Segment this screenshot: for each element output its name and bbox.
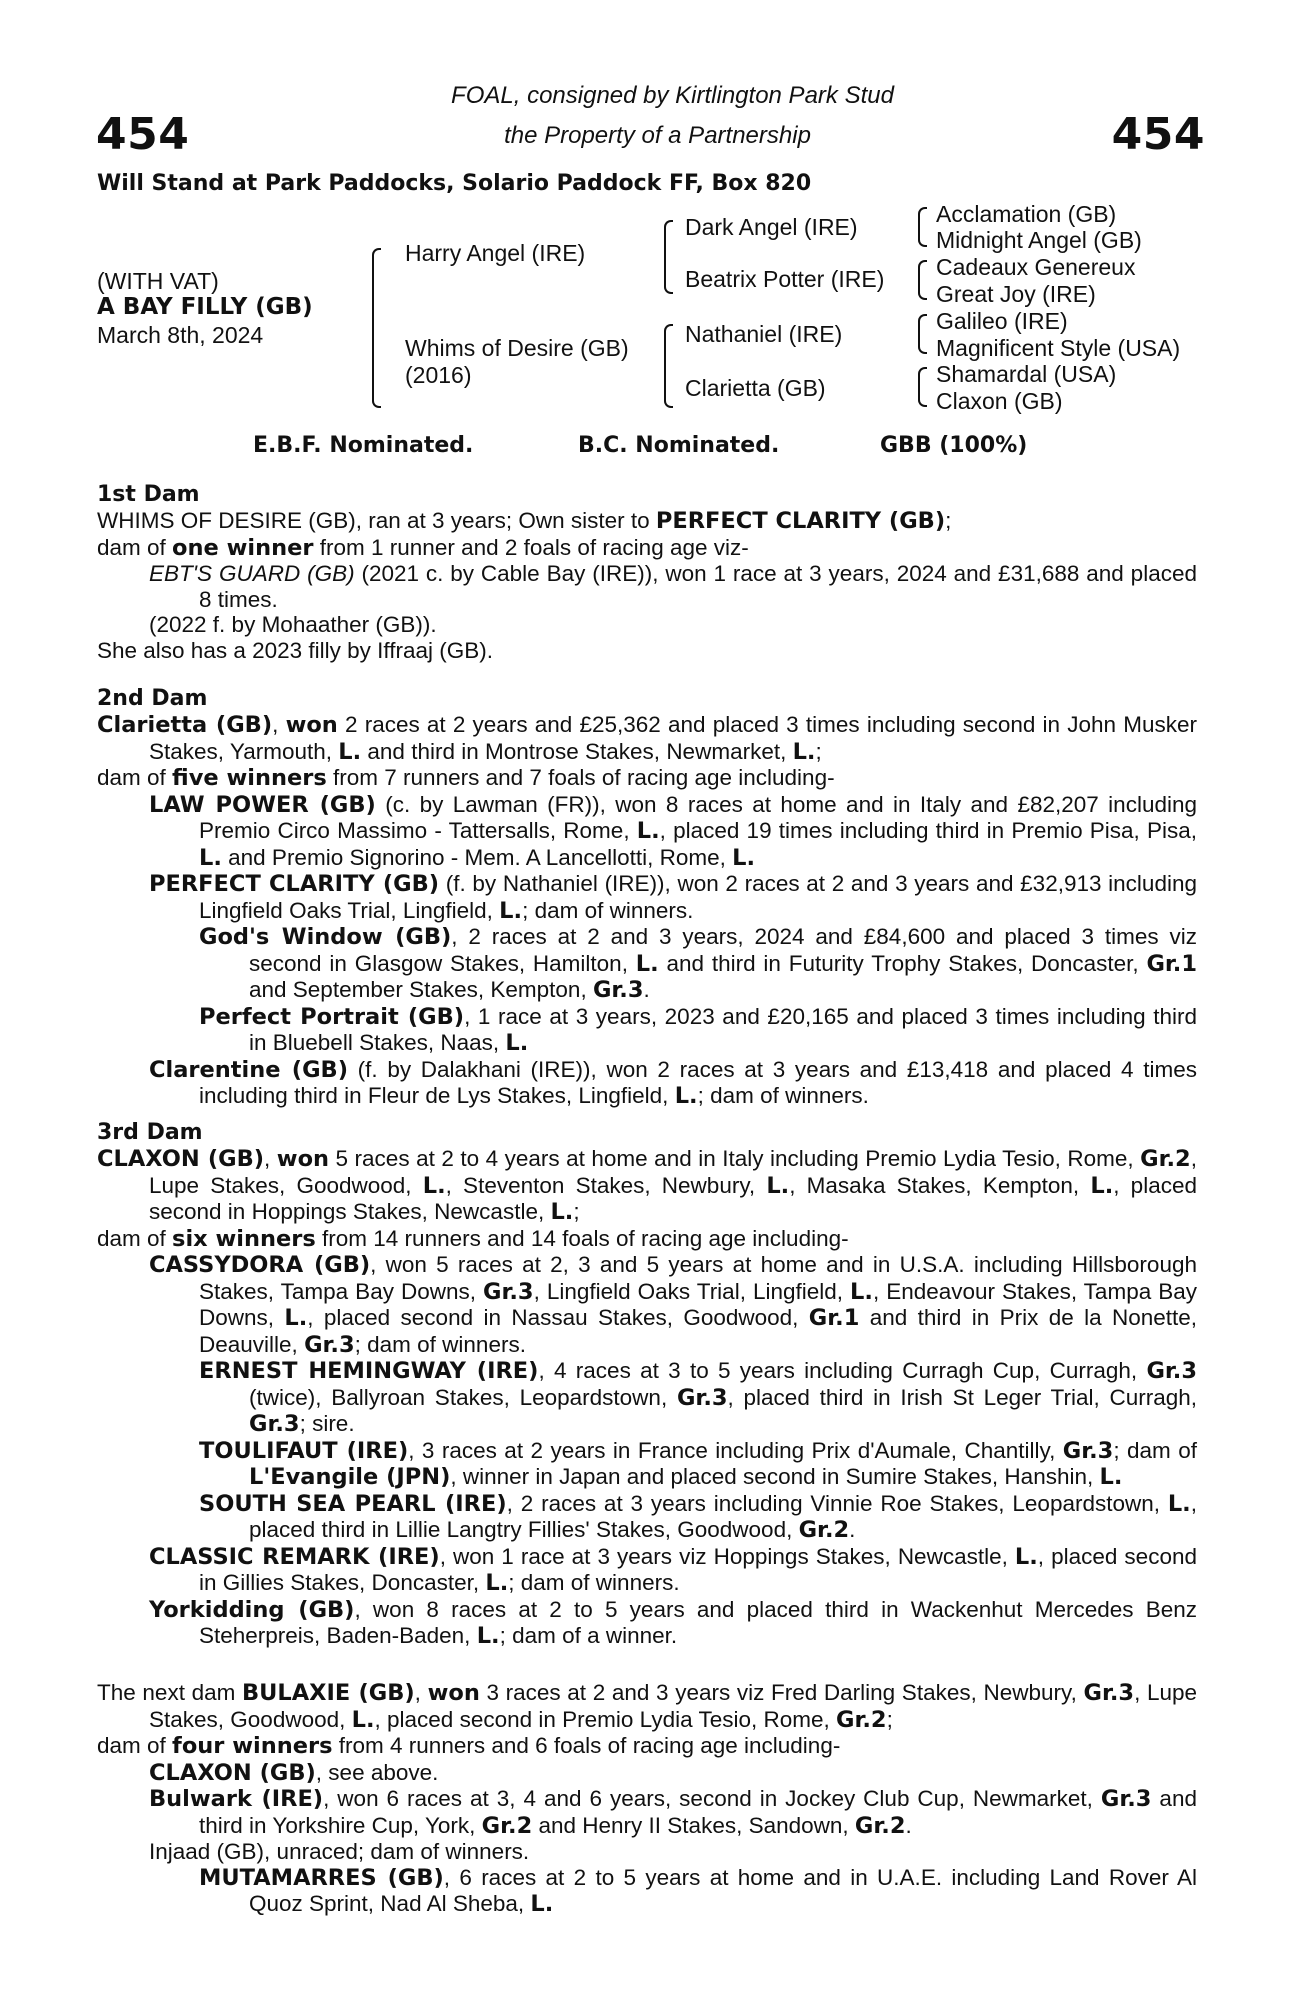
lot-number-right: 454 <box>1111 109 1205 160</box>
dam-line-brace <box>664 324 673 408</box>
sire-sire: Dark Angel (IRE) <box>685 214 858 240</box>
dam-year: (2016) <box>405 362 472 388</box>
third-dam-section <box>97 1120 1197 1650</box>
produce-entry: CLASSIC REMARK (IRE), won 1 race at 3 years viz Hoppings Stakes, Newcastle, L., placed second in Gillies Stakes, Doncaster, L.; dam of winners. <box>149 1543 1197 1596</box>
produce-entry: LAW POWER (GB) (c. by Lawman (FR)), won 8 races at home and in Italy and £82,207 including Premio Circo Massimo - Tattersalls, Rome, L., placed 19 times including third in Premio Pisa, Pisa, L. and Premio Signorino - Mem. A Lancellotti, Rome, L. <box>149 791 1197 871</box>
dam-sire: Nathaniel (IRE) <box>685 321 843 347</box>
produce-entry: (2022 f. by Mohaather (GB)). <box>149 612 437 637</box>
section-title: 1st Dam <box>97 482 200 507</box>
produce-entry: Clarentine (GB) (f. by Dalakhani (IRE)), won 2 races at 3 years and £13,418 and placed 4 times including third in Fleur de Lys Stakes, Lingfield, L.; dam of winners. <box>149 1056 1198 1109</box>
produce-summary: dam of six winners from 14 runners and 14 foals of racing age including- <box>97 1225 849 1252</box>
ds-dam: Magnificent Style (USA) <box>936 335 1181 361</box>
gbb-status: GBB (100%) <box>880 433 1028 458</box>
pedigree-brace <box>372 248 381 408</box>
second-dam-section <box>97 686 1197 1110</box>
consignor-line: FOAL, consigned by Kirtlington Park Stud <box>451 82 894 109</box>
dam-name: Whims of Desire (GB) <box>405 335 629 361</box>
produce-entry: Injaad (GB), unraced; dam of winners. <box>149 1839 530 1864</box>
fourth-dam-section <box>97 1680 1197 1918</box>
produce-entry: SOUTH SEA PEARL (IRE), 2 races at 3 years including Vinnie Roe Stakes, Leopardstown, L., placed third in Lillie Langtry Fillies' Stakes, Goodwood, Gr.2. <box>199 1490 1197 1543</box>
produce-summary: dam of one winner from 1 runner and 2 foals of racing age viz- <box>97 534 749 561</box>
produce-entry: PERFECT CLARITY (GB) (f. by Nathaniel (IRE)), won 2 races at 2 and 3 years and £32,913 including Lingfield Oaks Trial, Lingfield, L.; dam of winners. <box>149 871 1197 924</box>
produce-entry: MUTAMARRES (GB), 6 races at 2 to 5 years at home and in U.A.E. including Land Rover Al Quoz Sprint, Nad Al Sheba, L. <box>199 1864 1197 1917</box>
foaling-date: March 8th, 2024 <box>97 322 264 348</box>
dam-dam: Clarietta (GB) <box>685 375 826 401</box>
produce-entry: EBT'S GUARD (GB) (2021 c. by Cable Bay (IRE)), won 1 race at 3 years, 2024 and £31,688 and placed 8 times. <box>149 561 1197 612</box>
property-line: the Property of a Partnership <box>504 122 811 149</box>
dam-summary: The next dam BULAXIE (GB), won 3 races at 2 and 3 years viz Fred Darling Stakes, Newbury, Gr.3, Lupe Stakes, Goodwood, L., placed second in Premio Lydia Tesio, Rome, Gr.2; <box>97 1680 1198 1733</box>
produce-entry: Bulwark (IRE), won 6 races at 3, 4 and 6 years, second in Jockey Club Cup, Newmarket, Gr.3 and third in Yorkshire Cup, York, Gr.2 and Henry II Stakes, Sandown, Gr.2. <box>149 1786 1197 1839</box>
bc-nomination: B.C. Nominated. <box>578 433 780 458</box>
produce-entry: Perfect Portrait (GB), 1 race at 3 years, 2023 and £20,165 and placed 3 times including third in Bluebell Stakes, Naas, L. <box>199 1003 1197 1056</box>
produce-entry: ERNEST HEMINGWAY (IRE), 4 races at 3 to 5 years including Curragh Cup, Curragh, Gr.3 (twice), Ballyroan Stakes, Leopardstown, Gr.3, placed third in Irish St Leger Trial, Curragh, Gr.3; sire. <box>199 1358 1198 1437</box>
sd-sire: Cadeaux Genereux <box>936 254 1136 280</box>
section-title: 3rd Dam <box>97 1120 203 1145</box>
produce-summary: dam of four winners from 4 runners and 6 foals of racing age including- <box>97 1733 841 1759</box>
ebf-nomination: E.B.F. Nominated. <box>253 433 474 458</box>
dd-sire: Shamardal (USA) <box>936 361 1117 387</box>
ss-dam: Midnight Angel (GB) <box>936 227 1142 253</box>
sire-name: Harry Angel (IRE) <box>405 240 586 266</box>
ds-sire: Galileo (IRE) <box>936 308 1068 334</box>
first-dam-section <box>97 482 1197 663</box>
dd-dam: Claxon (GB) <box>936 388 1063 414</box>
sd-brace <box>918 260 927 300</box>
stand-location: Will Stand at Park Paddocks, Solario Paddock FF, Box 820 <box>97 171 812 196</box>
produce-note: She also has a 2023 filly by Iffraaj (GB). <box>97 637 494 663</box>
produce-entry: CLAXON (GB), see above. <box>149 1759 439 1786</box>
produce-summary: dam of five winners from 7 runners and 7 foals of racing age including- <box>97 765 835 791</box>
lot-title: A BAY FILLY (GB) <box>97 294 313 320</box>
vat-note: (WITH VAT) <box>97 268 219 294</box>
produce-entry: Yorkidding (GB), won 8 races at 2 to 5 years and placed third in Wackenhut Mercedes Benz Steherpreis, Baden-Baden, L.; dam of a winner. <box>149 1596 1198 1649</box>
section-title: 2nd Dam <box>97 686 208 711</box>
sire-line-brace <box>664 220 673 294</box>
sd-dam: Great Joy (IRE) <box>936 281 1096 307</box>
dam-summary: Clarietta (GB), won 2 races at 2 years and £25,362 and placed 3 times including second in John Musker Stakes, Yarmouth, L. and third in Montrose Stakes, Newmarket, L.; <box>97 712 1197 765</box>
produce-entry: TOULIFAUT (IRE), 3 races at 2 years in France including Prix d'Aumale, Chantilly, Gr.3; dam of L'Evangile (JPN), winner in Japan and placed second in Sumire Stakes, Hanshin, L. <box>199 1437 1197 1490</box>
dam-summary: CLAXON (GB), won 5 races at 2 to 4 years at home and in Italy including Premio Lydia Tesio, Rome, Gr.2, Lupe Stakes, Goodwood, L., Steventon Stakes, Newbury, L., Masaka Stakes, Kempton, L., placed second in Hoppings Stakes, Newcastle, L.; <box>97 1146 1197 1225</box>
produce-entry: God's Window (GB), 2 races at 2 and 3 years, 2024 and £84,600 and placed 3 times viz second in Glasgow Stakes, Hamilton, L. and third in Futurity Trophy Stakes, Doncaster, Gr.1 and September Stakes, Kempton, Gr.3. <box>199 924 1197 1003</box>
sire-dam: Beatrix Potter (IRE) <box>685 266 885 292</box>
lot-number-left: 454 <box>96 109 190 160</box>
ss-brace <box>918 207 927 247</box>
dd-brace <box>918 367 927 407</box>
ds-brace <box>918 314 927 354</box>
ss-sire: Acclamation (GB) <box>936 201 1117 227</box>
dam-summary: WHIMS OF DESIRE (GB), ran at 3 years; Own sister to PERFECT CLARITY (GB); <box>97 508 952 534</box>
produce-entry: CASSYDORA (GB), won 5 races at 2, 3 and 5 years at home and in U.S.A. including Hillsborough Stakes, Tampa Bay Downs, Gr.3, Lingfield Oaks Trial, Lingfield, L., Endeavour Stakes, Tampa Bay Downs, L., placed second in Nassau Stakes, Goodwood, Gr.1 and third in Prix de la Nonette, Deauville, Gr.3; dam of winners. <box>149 1252 1197 1358</box>
